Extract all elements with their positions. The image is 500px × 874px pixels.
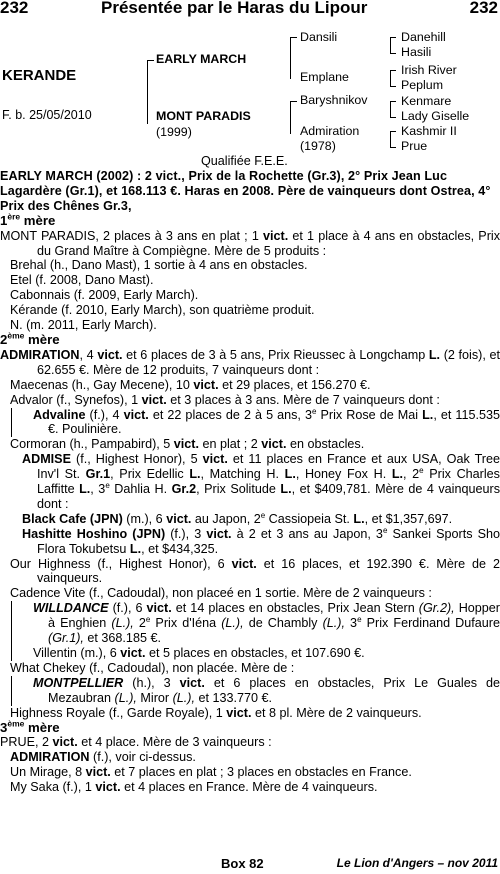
pedigree-dam: MONT PARADIS [156,109,251,123]
pedigree-g6: Lady Giselle [401,109,470,123]
pedigree-sire-dam: Emplane [300,70,349,84]
second-dam-entry: ADMIRATION, 4 vict. et 6 places de 3 à 5 ans, Prix Rieussec à Longchamp L. (2 fois), et 62.655 €. Mère de 12 produits, 7 vainqueurs dont : [0,347,500,377]
cadence-vite-produce-group [11,601,500,661]
pedigree-g7: Kashmir II [401,124,457,138]
produce-what-chekey: What Chekey (f., Cadoudal), non placée. Mère de : [10,660,295,675]
section-first-dam: 1ère mère [0,211,56,228]
footer-box: Box 82 [221,856,264,871]
pedigree-g4: Peplum [401,78,444,92]
produce-admise: ADMISE (f., Highest Honor), 5 vict. et 11 places en France et aux USA, Oak Tree Inv'l St. Gr.1, Prix Edellic L., Matching H. L., Honey Fox H. L., 2e Prix Charles Laffitte L., 3e Dahlia H. Gr.2, Prix Solitude L., et $409,781. Mère de 4 vainqueurs dont : [22,452,500,511]
pedigree-g3: Irish River [401,63,457,77]
pedigree-dam-dam: Admiration [300,124,360,138]
produce-my-saka: My Saka (f.), 1 vict. et 4 places en France. Mère de 4 vainqueurs. [10,780,378,795]
pedigree-dam-year: (1999) [156,125,192,139]
produce-cormoran: Cormoran (h., Pampabird), 5 vict. en plat ; 2 vict. en obstacles. [10,437,365,452]
qualification: Qualifiée F.E.E. [201,154,288,168]
sire-note: EARLY MARCH (2002) : 2 vict., Prix de la Rochette (Gr.3), 2° Prix Jean Luc Lagardère (Gr.1), et 168.113 €. Haras en 2008. Père de vainqueurs dont Ostrea, 4° Prix des Chênes Gr.3, [0,169,491,213]
produce-black-cafe: Black Cafe (JPN) (m.), 6 vict. au Japon, 2e Cassiopeia St. L., et $1,357,697. [22,510,453,526]
produce-advalor: Advalor (f., Synefos), 1 vict. et 3 places à 3 ans. Mère de 7 vainqueurs dont : [10,392,440,407]
advalor-produce-group [11,408,500,438]
pedigree-bracket [290,101,297,134]
pedigree-bracket [290,37,297,79]
pedigree-bracket [390,101,396,118]
third-dam-entry: PRUE, 2 vict. et 4 place. Mère de 3 vainqueurs : [0,735,272,750]
produce-cabonnais: Cabonnais (f. 2009, Early March). [10,288,199,303]
pedigree-sire-sire: Dansili [300,30,338,44]
pedigree-bracket [390,37,396,54]
produce-un-mirage: Un Mirage, 8 vict. et 7 places en plat ; 3 places en obstacles en France. [10,765,412,780]
page-number-left: 232 [0,0,29,17]
pedigree-bracket [147,60,154,124]
produce-kerande: Kérande (f. 2010, Early March), son quatrième produit. [10,303,315,318]
first-dam-entry: MONT PARADIS, 2 places à 3 ans en plat ; 1 vict. et 1 place à 4 ans en obstacles, Prix du Grand Maître à Compiègne. Mère de 5 produits : [0,228,500,258]
pedigree-dam-sire: Baryshnikov [300,93,368,107]
produce-villentin: Villentin (m.), 6 vict. et 5 places en obstacles, et 107.690 €. [33,646,365,660]
pedigree-bracket [390,70,396,87]
page-number-right: 232 [469,0,498,17]
section-second-dam: 2ème mère [0,330,60,347]
page-title: Présentée par le Haras du Lipour [101,0,368,17]
pedigree-g1: Danehill [401,30,446,44]
produce-admiration-ref: ADMIRATION (f.), voir ci-dessus. [10,750,196,765]
produce-brehal: Brehal (h., Dano Mast), 1 sortie à 4 ans en obstacles. [10,258,308,273]
produce-montpellier: MONTPELLIER (h.), 3 vict. et 6 places en obstacles, Prix Le Guales de Mezaubran (L.), Miror (L.), et 133.770 €. [33,675,500,705]
section-third-dam: 3ème mère [0,718,60,735]
pedigree-sire: EARLY MARCH [156,52,247,66]
footer-sale: Le Lion d'Angers – nov 2011 [336,856,498,870]
produce-our-highness: Our Highness (f., Highest Honor), 6 vict. et 16 places, et 192.390 €. Mère de 2 vainqueurs. [10,556,500,586]
pedigree-g5: Kenmare [401,94,452,108]
pedigree-g2: Hasili [401,45,432,59]
produce-advaline: Advaline (f.), 4 vict. et 22 places de 2 à 5 ans, 3e Prix Rose de Mai L., et 115.535 €. Poulinière. [33,406,500,437]
pedigree-g8: Prue [401,139,428,153]
horse-name: KERANDE [2,67,77,84]
produce-etel: Etel (f. 2008, Dano Mast). [10,273,154,288]
produce-maecenas: Maecenas (h., Gay Mecene), 10 vict. et 29 places, et 156.270 €. [10,377,371,392]
produce-willdance: WILLDANCE (f.), 6 vict. et 14 places en obstacles, Prix Jean Stern (Gr.2), Hopper à Enghien (L.), 2e Prix d'Iéna (L.), de Chambly (L.), 3e Prix Ferdinand Dufaure (Gr.1), et 368.185 €. [33,601,500,646]
what-chekey-produce-group [11,676,500,706]
catalogue-body [0,154,500,795]
pedigree-dam-dam-year: (1978) [300,139,336,153]
produce-hashitte-hoshino: Hashitte Hoshino (JPN) (f.), 3 vict. à 2 et 3 ans au Japon, 3e Sankei Sports Sho Flora Tokubetsu L., et $434,325. [22,525,500,556]
pedigree-bracket [390,131,396,148]
produce-cadence-vite: Cadence Vite (f., Cadoudal), non placeé en 1 sortie. Mère de 2 vainqueurs : [10,586,432,601]
produce-n: N. (m. 2011, Early March). [10,318,157,333]
horse-info: F. b. 25/05/2010 [2,108,92,122]
produce-highness-royale: Highness Royale (f., Garde Royale), 1 vict. et 8 pl. Mère de 2 vainqueurs. [10,705,422,720]
